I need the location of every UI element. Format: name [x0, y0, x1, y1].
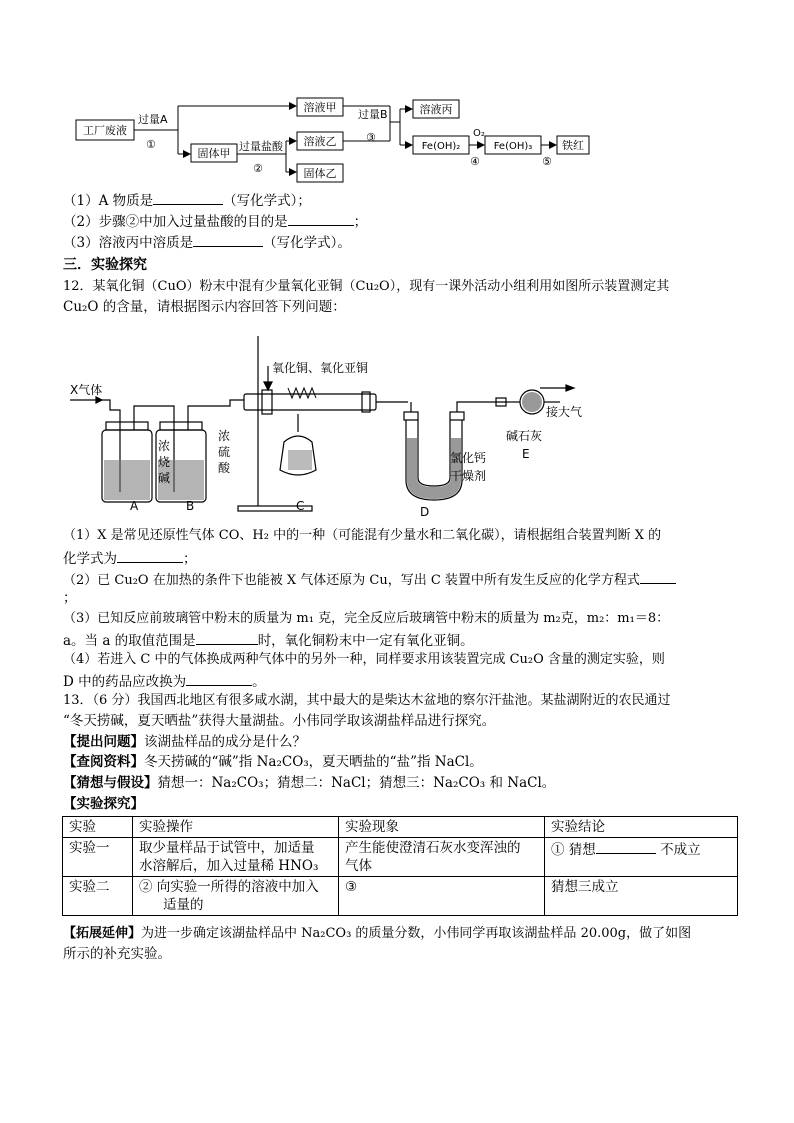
q12-sub1-line2: 化学式为 ；: [63, 548, 197, 568]
q11-sub3: （3）溶液丙中溶质是 （写化学式）。: [63, 232, 351, 252]
label-soda-lime: 碱石灰: [506, 429, 543, 443]
flow-solution-bing: 溶液丙: [419, 103, 453, 116]
flow-solid-yi: 固体乙: [303, 167, 337, 180]
row-name: 实验二: [63, 877, 133, 916]
table-row: [63, 877, 738, 916]
answer-blank[interactable]: [193, 232, 263, 247]
label-to-air: 接大气: [546, 405, 583, 419]
q12-sub3-line1: （3）已知反应前玻璃管中粉末的质量为 m₁ 克，完全反应后玻璃管中粉末的质量为 m₂克，m₂：m₁＝8：: [63, 611, 670, 626]
q13-extend-line1: 【拓展延伸】为进一步确定该湖盐样品中 Na₂CO₃ 的质量分数，小伟同学再取该湖盐样品 20.00g，做了如图: [63, 926, 692, 941]
label-b: B: [186, 499, 195, 513]
table-header: 实验操作: [133, 817, 339, 838]
answer-blank[interactable]: [196, 630, 258, 645]
experiment-table: [62, 816, 738, 916]
table-header-row: [63, 817, 738, 838]
label-naoh-3: 碱: [158, 471, 171, 485]
q12-sub1-line1: （1）X 是常见还原性气体 CO、H₂ 中的一种（可能混有少量水和二氧化碳），请根据组合装置判断 X 的: [63, 528, 662, 543]
flow-factory-waste: 工厂废液: [83, 124, 127, 137]
label-e: E: [522, 447, 530, 461]
label-cacl2: 氯化钙: [450, 451, 487, 465]
q13-intro-line2: “冬天捞碱，夏天晒盐”获得大量湖盐。小伟同学取该湖盐样品进行探究。: [63, 713, 496, 729]
label-desiccant: 干燥剂: [450, 469, 487, 483]
q12-sub2-line2: ；: [63, 590, 77, 606]
label-c: C: [296, 499, 305, 513]
bottle-a-stopper: [106, 422, 148, 430]
answer-blank[interactable]: [117, 548, 183, 563]
label-a: A: [130, 499, 139, 513]
label-x-gas: X气体: [70, 383, 103, 397]
flow-excess-hcl: 过量盐酸: [239, 140, 283, 153]
flow-step2: ②: [253, 162, 263, 175]
q12-sub4-line2: D 中的药品应改换为 。: [63, 671, 266, 691]
flow-solid-jia: 固体甲: [197, 147, 231, 160]
q12-sub2-line1: （2）已 Cu₂O 在加热的条件下也能被 X 气体还原为 Cu，写出 C 装置中所有发生反应的化学方程式: [63, 569, 676, 590]
flow-o2: O₂: [473, 128, 485, 139]
flow-step3: ③: [366, 131, 376, 144]
process-flowchart: [60, 92, 600, 188]
label-h2so4-2: 硫: [218, 445, 231, 459]
label-d: D: [420, 505, 430, 519]
q12-sub4-line1: （4）若进入 C 中的气体换成两种气体中的另外一种，同样要求用该装置完成 Cu₂O 含量的测定实验，则: [63, 652, 665, 667]
answer-blank[interactable]: [640, 569, 676, 584]
q13-explore-tag: 【实验探究】: [63, 796, 144, 812]
table-row: [63, 838, 738, 877]
flow-solution-jia: 溶液甲: [303, 101, 337, 114]
answer-blank[interactable]: [153, 190, 223, 205]
table-header: 实验现象: [339, 817, 545, 838]
q13-question: 【提出问题】该湖盐样品的成分是什么？: [63, 734, 306, 750]
answer-blank[interactable]: [596, 839, 656, 854]
q13-guess: 【猜想与假设】猜想一：Na₂CO₃；猜想二：NaCl；猜想三：Na₂CO₃ 和 NaCl。: [63, 775, 556, 791]
row-conclusion: ① 猜想 不成立: [545, 838, 738, 877]
flow-solution-yi: 溶液乙: [303, 135, 337, 148]
q13-intro-line1: 13．（6 分）我国西北地区有很多咸水湖，其中最大的是柴达木盆地的察尔汗盐池。某盐湖附近的农民通过: [63, 693, 671, 708]
flow-feoh2: Fe(OH)₂: [421, 141, 461, 152]
section-title: 三．实验探究: [63, 257, 147, 273]
q11-sub2: （2）步骤②中加入过量盐酸的目的是 ；: [63, 211, 367, 231]
q12-intro-line1: 12．某氧化铜（CuO）粉末中混有少量氧化亚铜（Cu₂O），现有一课外活动小组利用如图所示装置测定其: [63, 279, 670, 294]
q12-intro-line2: Cu₂O 的含量，请根据图示内容回答下列问题：: [63, 299, 346, 315]
answer-blank[interactable]: [288, 211, 354, 226]
q12-sub3-line2: a。当 a 的取值范围是 时，氧化铜粉末中一定有氧化亚铜。: [63, 630, 474, 650]
row-operation: 取少量样品于试管中，加适量 水溶解后，加入过量稀 HNO₃: [133, 838, 339, 877]
apparatus-diagram: [62, 330, 602, 520]
flow-step5: ⑤: [542, 155, 552, 168]
q13-info: 【查阅资料】冬天捞碱的“碱”指 Na₂CO₃，夏天晒盐的“盐”指 NaCl。: [63, 754, 483, 770]
flow-excess-b: 过量B: [358, 108, 388, 121]
label-naoh-1: 浓: [158, 439, 171, 453]
q13-extend-line2: 所示的补充实验。: [63, 946, 171, 962]
label-naoh-2: 烧: [158, 455, 171, 469]
flow-step4: ④: [470, 155, 480, 168]
label-tube-content: 氧化铜、氧化亚铜: [272, 361, 369, 375]
row-phenomenon: 产生能使澄清石灰水变浑浊的 气体: [339, 838, 545, 877]
flow-excess-a: 过量A: [138, 113, 168, 126]
table-header: 实验: [63, 817, 133, 838]
row-operation: ② 向实验一所得的溶液中加入 适量的: [133, 877, 339, 916]
flow-rust: 铁红: [562, 139, 584, 152]
flow-feoh3: Fe(OH)₃: [493, 141, 533, 152]
answer-blank[interactable]: [186, 671, 252, 686]
row-name: 实验一: [63, 838, 133, 877]
row-phenomenon: ③: [339, 877, 545, 916]
combustion-tube: [244, 394, 376, 410]
flow-step1: ①: [146, 138, 156, 151]
table-header: 实验结论: [545, 817, 738, 838]
row-conclusion: 猜想三成立: [545, 877, 738, 916]
q11-sub1: （1）A 物质是 （写化学式）；: [63, 190, 311, 210]
label-h2so4-1: 浓: [218, 429, 231, 443]
bottle-b-stopper: [160, 422, 202, 430]
label-h2so4-3: 酸: [218, 461, 231, 475]
